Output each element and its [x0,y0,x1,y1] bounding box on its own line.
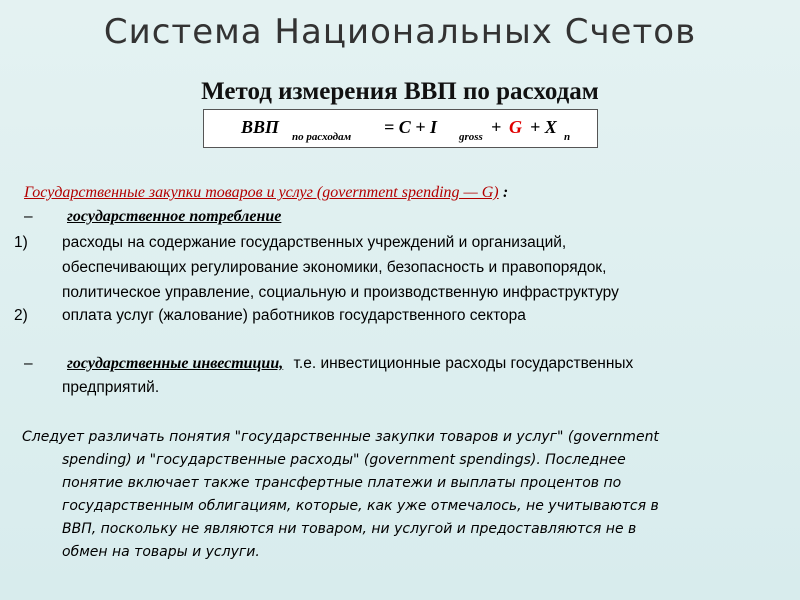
consumption-label [67,207,281,227]
note-line-1: Следует различать понятия "государственные закупки товаров и услуг" (government [22,429,659,445]
consumption-label-text: государственное потребление [67,208,282,225]
investment-rest: т.е. инвестиционные расходы государственных [293,355,634,372]
formula-x-subscript: n [564,131,571,143]
formula-plus: + [491,117,502,137]
gdp-formula-box [203,109,598,148]
note-line-3: понятие включает также трансфертные платежи и выплаты процентов по [62,475,622,491]
list-item-1-line-3: политическое управление, социальную и производственную инфраструктуру [62,284,619,301]
section-heading: Государственные закупки товаров и услуг (government spending — G) [24,184,499,201]
note-line-4: государственным облигациям, которые, как уже отмечалось, не учитываются в [62,498,659,514]
note-line-2: spending) и "государственные расходы" (government spendings). Последнее [62,452,626,468]
note-line-5: ВВП, поскольку не являются ни товаром, ни услугой и предоставляются не в [62,521,637,537]
investment-line-1 [67,354,633,374]
formula-i-subscript: gross [459,131,483,143]
investment-dash: – [24,355,33,372]
section-heading-colon: : [502,184,509,201]
investment-line-2: предприятий. [62,379,160,396]
formula-plus-x: + X [530,117,557,137]
formula-gdp-subscript: по расходам [292,131,352,143]
slide-title: Система Национальных Счетов [103,12,697,52]
list-item-2-line-1: оплата услуг (жалование) работников государственного сектора [62,307,526,324]
consumption-dash: – [24,208,33,225]
list-item-1-line-2: обеспечивающих регулирование экономики, безопасность и правопорядок, [62,259,607,276]
list-item-1-number: 1) [14,234,28,251]
slide-subtitle: Метод измерения ВВП по расходам [201,78,599,105]
list-item-1-line-1: расходы на содержание государственных учреждений и организаций, [62,234,567,251]
note-line-6: обмен на товары и услуги. [62,544,260,560]
formula-c-plus-i: = C + I [384,117,438,137]
list-item-2-number: 2) [14,307,28,324]
section-heading-line [24,183,508,203]
investment-label: государственные инвестиции, [67,355,284,372]
formula-gdp: ВВП [241,117,280,137]
formula-g: G [509,117,522,137]
